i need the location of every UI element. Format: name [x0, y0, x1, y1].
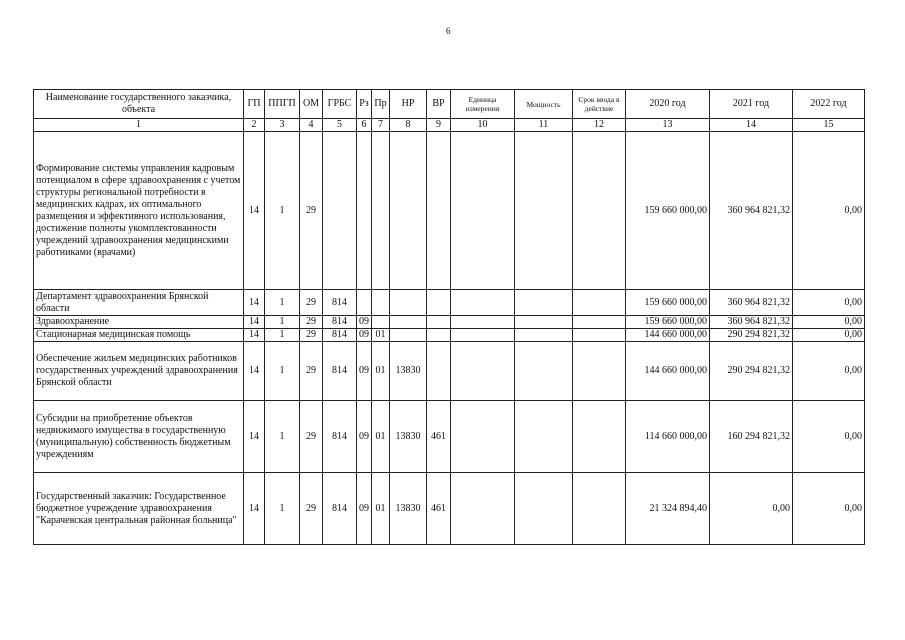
- amount-2022-cell: 0,00: [793, 342, 865, 401]
- code-cell: 29: [300, 316, 323, 329]
- capacity-cell: [515, 342, 573, 401]
- code-cell: [427, 316, 451, 329]
- code-cell: 09: [357, 342, 372, 401]
- amount-2021-cell: 160 294 821,32: [710, 401, 793, 473]
- code-cell: 09: [357, 473, 372, 545]
- object-name-cell: Государственный заказчик: Государственное бюджетное учреждение здравоохранения "Карачевская центральная районная больница": [34, 473, 244, 545]
- index-cell: 5: [323, 119, 357, 132]
- index-cell: 15: [793, 119, 865, 132]
- commissioning-cell: [573, 342, 626, 401]
- index-cell: 4: [300, 119, 323, 132]
- object-name-cell: Субсидии на приобретение объектов недвижимого имущества в государственную (муниципальную) собственность бюджетным учреждениям: [34, 401, 244, 473]
- table-row: [34, 290, 865, 316]
- amount-2020-cell: 21 324 894,40: [626, 473, 710, 545]
- amount-2021-cell: 290 294 821,32: [710, 329, 793, 342]
- unit-cell: [451, 132, 515, 290]
- code-cell: 1: [265, 316, 300, 329]
- table-row: [34, 342, 865, 401]
- code-cell: 1: [265, 401, 300, 473]
- commissioning-cell: [573, 329, 626, 342]
- code-cell: [427, 290, 451, 316]
- amount-2022-cell: 0,00: [793, 473, 865, 545]
- index-cell: 14: [710, 119, 793, 132]
- capacity-cell: [515, 316, 573, 329]
- object-name-cell: Обеспечение жильем медицинских работников государственных учреждений здравоохранения Брянской области: [34, 342, 244, 401]
- code-cell: 814: [323, 316, 357, 329]
- amount-2022-cell: 0,00: [793, 401, 865, 473]
- code-cell: 13830: [390, 401, 427, 473]
- commissioning-cell: [573, 401, 626, 473]
- code-cell: 14: [244, 316, 265, 329]
- header-cell: Рз: [357, 90, 372, 119]
- header-cell: 2020 год: [626, 90, 710, 119]
- commissioning-cell: [573, 316, 626, 329]
- amount-2020-cell: 159 660 000,00: [626, 316, 710, 329]
- code-cell: [427, 132, 451, 290]
- code-cell: [427, 342, 451, 401]
- amount-2021-cell: 0,00: [710, 473, 793, 545]
- header-cell: Срок ввода в действие: [573, 90, 626, 119]
- amount-2022-cell: 0,00: [793, 290, 865, 316]
- header-cell: Наименование государственного заказчика, объекта: [34, 90, 244, 119]
- code-cell: 29: [300, 401, 323, 473]
- unit-cell: [451, 473, 515, 545]
- code-cell: [357, 132, 372, 290]
- code-cell: 1: [265, 342, 300, 401]
- unit-cell: [451, 329, 515, 342]
- code-cell: 14: [244, 329, 265, 342]
- header-cell: ВР: [427, 90, 451, 119]
- header-cell: Мощность: [515, 90, 573, 119]
- code-cell: [372, 290, 390, 316]
- code-cell: 814: [323, 401, 357, 473]
- index-cell: 13: [626, 119, 710, 132]
- header-cell: НР: [390, 90, 427, 119]
- code-cell: 461: [427, 401, 451, 473]
- code-cell: 09: [357, 329, 372, 342]
- code-cell: [390, 316, 427, 329]
- code-cell: 14: [244, 401, 265, 473]
- code-cell: [372, 316, 390, 329]
- amount-2022-cell: 0,00: [793, 132, 865, 290]
- code-cell: 29: [300, 329, 323, 342]
- column-index-row: [34, 119, 865, 132]
- index-cell: 7: [372, 119, 390, 132]
- amount-2021-cell: 360 964 821,32: [710, 290, 793, 316]
- unit-cell: [451, 342, 515, 401]
- table-row: [34, 316, 865, 329]
- capacity-cell: [515, 473, 573, 545]
- code-cell: 29: [300, 342, 323, 401]
- code-cell: 814: [323, 473, 357, 545]
- index-cell: 8: [390, 119, 427, 132]
- table-row: [34, 473, 865, 545]
- code-cell: 01: [372, 473, 390, 545]
- object-name-cell: Стационарная медицинская помощь: [34, 329, 244, 342]
- amount-2020-cell: 114 660 000,00: [626, 401, 710, 473]
- code-cell: 814: [323, 290, 357, 316]
- commissioning-cell: [573, 473, 626, 545]
- amount-2022-cell: 0,00: [793, 329, 865, 342]
- code-cell: 14: [244, 342, 265, 401]
- code-cell: 14: [244, 290, 265, 316]
- unit-cell: [451, 316, 515, 329]
- code-cell: 1: [265, 290, 300, 316]
- amount-2022-cell: 0,00: [793, 316, 865, 329]
- header-cell: ППГП: [265, 90, 300, 119]
- code-cell: 814: [323, 342, 357, 401]
- capacity-cell: [515, 132, 573, 290]
- amount-2020-cell: 159 660 000,00: [626, 132, 710, 290]
- amount-2021-cell: 360 964 821,32: [710, 132, 793, 290]
- code-cell: [390, 132, 427, 290]
- code-cell: [372, 132, 390, 290]
- index-cell: 3: [265, 119, 300, 132]
- code-cell: [390, 329, 427, 342]
- table-row: [34, 401, 865, 473]
- header-cell: ОМ: [300, 90, 323, 119]
- header-cell: ГРБС: [323, 90, 357, 119]
- index-cell: 11: [515, 119, 573, 132]
- index-cell: 10: [451, 119, 515, 132]
- code-cell: 09: [357, 401, 372, 473]
- code-cell: 01: [372, 342, 390, 401]
- capacity-cell: [515, 329, 573, 342]
- code-cell: 29: [300, 473, 323, 545]
- code-cell: 01: [372, 401, 390, 473]
- index-cell: 9: [427, 119, 451, 132]
- index-cell: 12: [573, 119, 626, 132]
- unit-cell: [451, 401, 515, 473]
- object-name-cell: Формирование системы управления кадровым потенциалом в сфере здравоохранения с учетом структуры региональной потребности в медицинских кадрах, их оптимального размещения и эффективного использования, достижение полноты укомплектованности учреждений здравоохранения медицинскими работниками (врачами): [34, 132, 244, 290]
- code-cell: 09: [357, 316, 372, 329]
- amount-2021-cell: 360 964 821,32: [710, 316, 793, 329]
- amount-2020-cell: 159 660 000,00: [626, 290, 710, 316]
- code-cell: 01: [372, 329, 390, 342]
- capacity-cell: [515, 401, 573, 473]
- budget-table: [33, 89, 865, 545]
- header-cell: Единица измерения: [451, 90, 515, 119]
- table-row: [34, 329, 865, 342]
- code-cell: 1: [265, 132, 300, 290]
- header-cell: 2022 год: [793, 90, 865, 119]
- amount-2020-cell: 144 660 000,00: [626, 342, 710, 401]
- code-cell: 13830: [390, 473, 427, 545]
- code-cell: 14: [244, 132, 265, 290]
- amount-2020-cell: 144 660 000,00: [626, 329, 710, 342]
- code-cell: 461: [427, 473, 451, 545]
- amount-2021-cell: 290 294 821,32: [710, 342, 793, 401]
- code-cell: [357, 290, 372, 316]
- capacity-cell: [515, 290, 573, 316]
- code-cell: [427, 329, 451, 342]
- code-cell: 1: [265, 473, 300, 545]
- code-cell: 1: [265, 329, 300, 342]
- object-name-cell: Здравоохранение: [34, 316, 244, 329]
- index-cell: 2: [244, 119, 265, 132]
- code-cell: 13830: [390, 342, 427, 401]
- code-cell: 14: [244, 473, 265, 545]
- header-cell: Пр: [372, 90, 390, 119]
- code-cell: [390, 290, 427, 316]
- index-cell: 1: [34, 119, 244, 132]
- commissioning-cell: [573, 132, 626, 290]
- header-cell: ГП: [244, 90, 265, 119]
- unit-cell: [451, 290, 515, 316]
- page-number: 6: [446, 26, 451, 36]
- index-cell: 6: [357, 119, 372, 132]
- code-cell: 29: [300, 290, 323, 316]
- table-row: [34, 132, 865, 290]
- header-cell: 2021 год: [710, 90, 793, 119]
- object-name-cell: Департамент здравоохранения Брянской области: [34, 290, 244, 316]
- code-cell: [323, 132, 357, 290]
- header-row: [34, 90, 865, 119]
- code-cell: 814: [323, 329, 357, 342]
- code-cell: 29: [300, 132, 323, 290]
- commissioning-cell: [573, 290, 626, 316]
